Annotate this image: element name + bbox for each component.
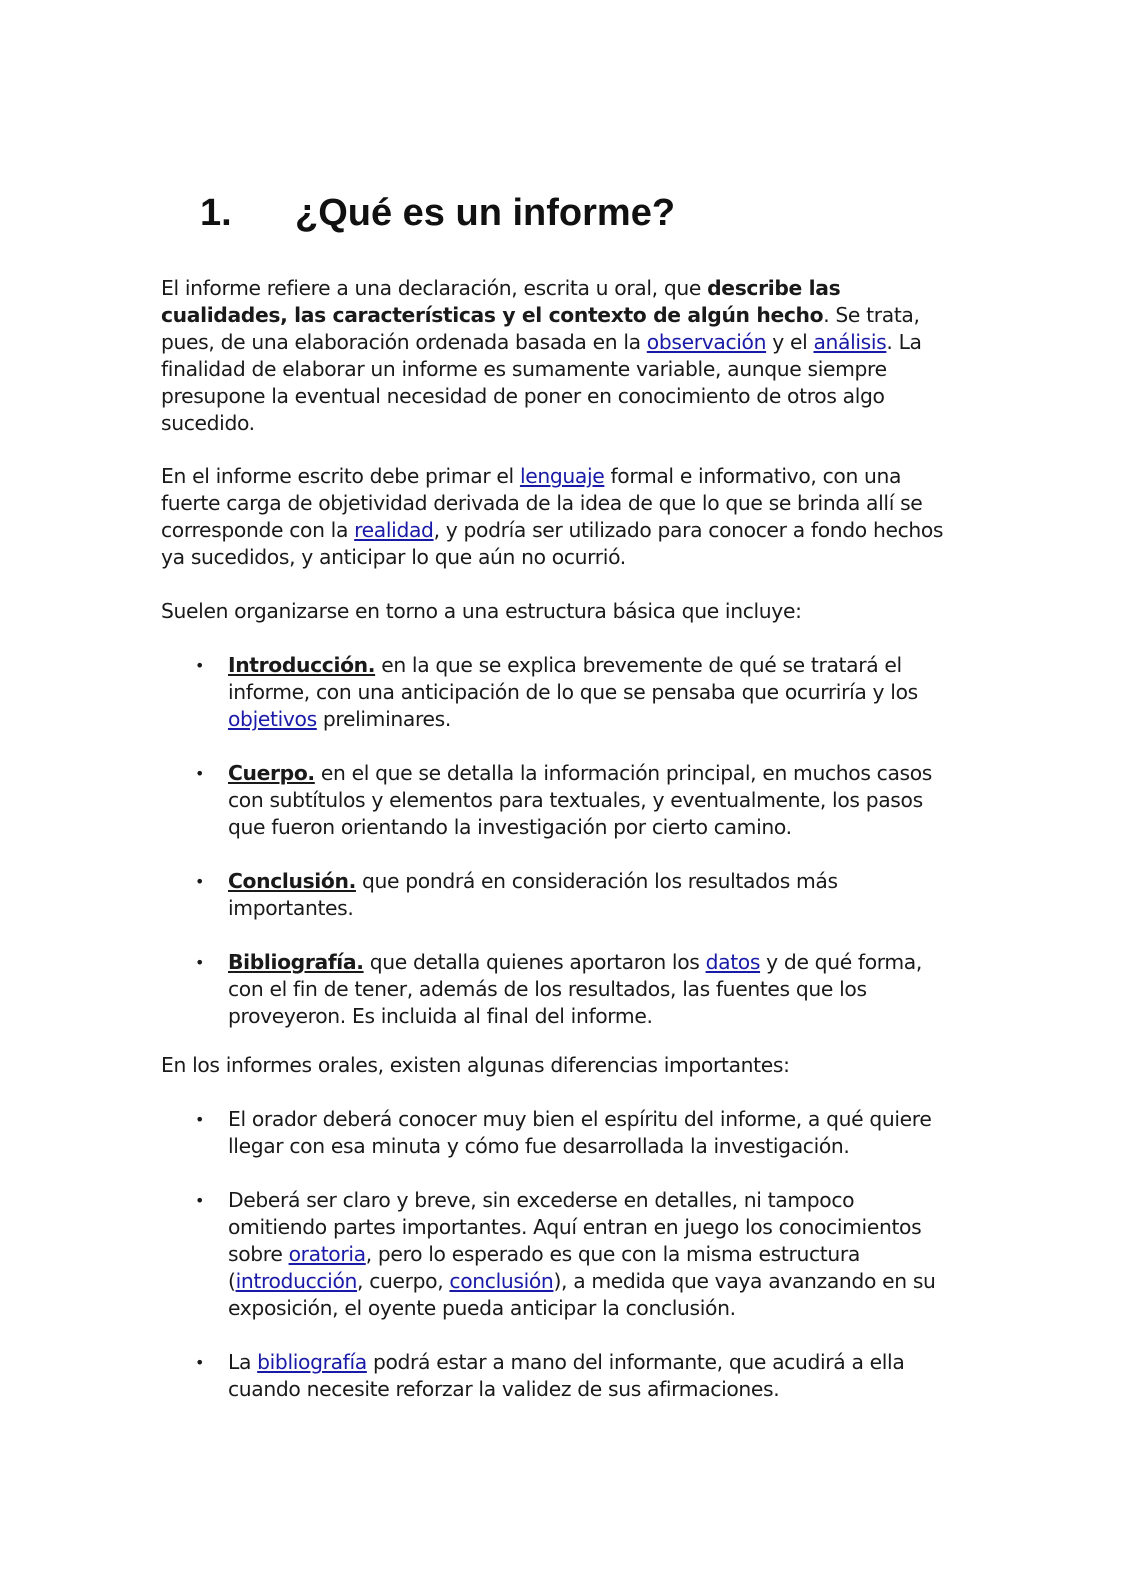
link-analisis[interactable]: análisis	[813, 330, 887, 354]
term-cuerpo: Cuerpo.	[228, 761, 315, 785]
bullet-icon: •	[195, 1110, 205, 1129]
link-bibliografia[interactable]: bibliografía	[257, 1350, 367, 1374]
link-conclusion[interactable]: conclusión	[449, 1269, 554, 1293]
bullet-icon: •	[195, 764, 205, 783]
text: , pero lo esperado es que con la misma estructura (	[228, 1242, 860, 1293]
term-conclusion: Conclusión.	[228, 869, 356, 893]
text: que pondrá en consideración los resultados más importantes.	[228, 869, 838, 920]
page-title	[200, 192, 675, 235]
paragraph-written-report	[161, 463, 961, 571]
text: . Se trata, pues, de una elaboración ordenada basada en la	[161, 303, 920, 354]
heading-number: 1.	[200, 192, 232, 234]
list-item-introduccion	[161, 652, 951, 733]
text: en la que se explica brevemente de qué se tratará el informe, con una anticipación de lo que se pensaba que ocurriría y los	[228, 653, 918, 704]
link-oratoria[interactable]: oratoria	[288, 1242, 366, 1266]
text: , cuerpo,	[357, 1269, 450, 1293]
list-item-claro-breve	[161, 1187, 951, 1322]
list-item-cuerpo	[161, 760, 951, 841]
text: . La finalidad de elaborar un informe es sumamente variable, aunque siempre presupone la eventual necesidad de poner en conocimiento de otros algo sucedido.	[161, 330, 922, 435]
text: y de qué forma, con el fin de tener, además de los resultados, las fuentes que los proveyeron. Es incluida al final del informe.	[228, 950, 922, 1028]
oral-list	[161, 1106, 951, 1430]
paragraph-structure-intro: Suelen organizarse en torno a una estructura básica que incluye:	[161, 599, 802, 623]
text: La	[228, 1350, 258, 1374]
paragraph-definition	[161, 275, 951, 437]
text: formal e informativo, con una fuerte carga de objetividad derivada de la idea de que lo que se brinda allí se corresponde con la	[161, 464, 923, 542]
structure-list	[161, 652, 951, 1057]
list-item-orador	[161, 1106, 951, 1160]
term-bibliografia: Bibliografía.	[228, 950, 364, 974]
text: El orador deberá conocer muy bien el espíritu del informe, a qué quiere llegar con esa minuta y cómo fue desarrollada la investigación.	[228, 1107, 932, 1158]
bullet-icon: •	[195, 872, 205, 891]
text: Deberá ser claro y breve, sin excederse en detalles, ni tampoco omitiendo partes importantes. Aquí entran en juego los conocimientos sobre	[228, 1188, 922, 1266]
bullet-icon: •	[195, 656, 205, 675]
text: y el	[766, 330, 814, 354]
link-realidad[interactable]: realidad	[354, 518, 434, 542]
heading-text: ¿Qué es un informe?	[295, 192, 676, 234]
text: El informe refiere a una declaración, escrita u oral, que	[161, 276, 708, 300]
bullet-icon: •	[195, 953, 205, 972]
link-observacion[interactable]: observación	[646, 330, 767, 354]
link-introduccion[interactable]: introducción	[235, 1269, 358, 1293]
text: en el que se detalla la información principal, en muchos casos con subtítulos y elementos para textuales, y eventualmente, los pasos que fueron orientando la investigación por cierto camino.	[228, 761, 933, 839]
list-item-bibliografia	[161, 949, 951, 1030]
paragraph-oral-intro: En los informes orales, existen algunas diferencias importantes:	[161, 1053, 790, 1077]
link-lenguaje[interactable]: lenguaje	[519, 464, 605, 488]
text: , y podría ser utilizado para conocer a fondo hechos ya sucedidos, y anticipar lo que aún no ocurrió.	[161, 518, 944, 569]
text: que detalla quienes aportaron los	[363, 950, 706, 974]
text: podrá estar a mano del informante, que acudirá a ella cuando necesite reforzar la validez de sus afirmaciones.	[228, 1350, 905, 1401]
text: En el informe escrito debe primar el	[161, 464, 520, 488]
bullet-icon: •	[195, 1353, 205, 1372]
list-item-bibliografia-oral	[161, 1349, 951, 1403]
bullet-icon: •	[195, 1191, 205, 1210]
text: ), a medida que vaya avanzando en su exposición, el oyente pueda anticipar la conclusión.	[228, 1269, 936, 1320]
bold-definition: describe las cualidades, las características y el contexto de algún hecho	[161, 276, 841, 327]
list-item-conclusion	[161, 868, 951, 922]
text: preliminares.	[316, 707, 451, 731]
link-objetivos[interactable]: objetivos	[228, 707, 317, 731]
term-introduccion: Introducción.	[228, 653, 376, 677]
link-datos[interactable]: datos	[705, 950, 761, 974]
